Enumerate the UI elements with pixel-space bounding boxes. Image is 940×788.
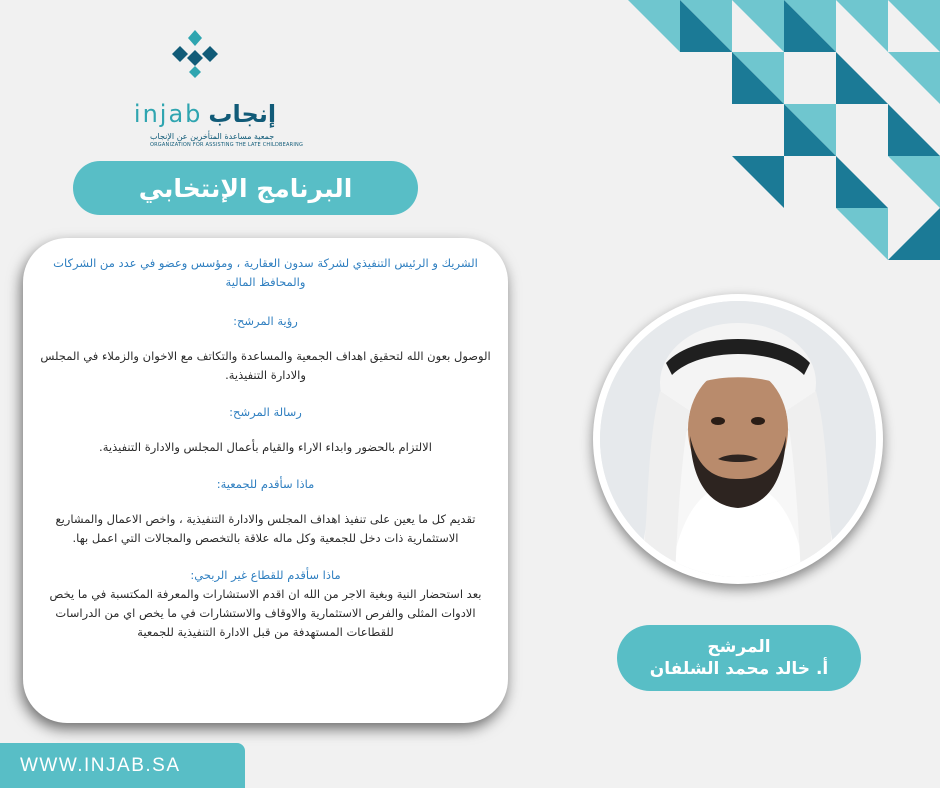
logo-latin-text: injab xyxy=(133,100,203,128)
candidate-name-banner xyxy=(617,625,861,691)
logo-arabic-text: إنجاب xyxy=(208,100,277,128)
nonprofit-text: بعد استحضار النية وبغية الاجر من الله ان اقدم الاستشارات والمعرفة المكتسبة في ما يخص الادوات المثلى والفرص الاستثمارية والاوقاف والاستشارات في ما يخص اي من الدراسات للقطاعات المستهدفة من قبل الادارة التنفيذية للجمعية xyxy=(49,587,482,639)
candidate-portrait-icon xyxy=(600,301,876,577)
logo-wordmark xyxy=(130,98,280,130)
logo-subtitle-english: ORGANIZATION FOR ASSISTING THE LATE CHILDBEARING xyxy=(150,142,304,148)
candidate-photo xyxy=(600,301,876,577)
page-title: البرنامج الإنتخابي xyxy=(138,173,353,203)
vision-text: الوصول بعون الله لتحقيق اهداف الجمعية والمساعدة والتكاتف مع الاخوان والزملاء في المجلس والادارة التنفيذية. xyxy=(40,349,491,382)
mission-heading: رسالة المرشح: xyxy=(229,405,302,419)
program-card xyxy=(23,238,508,723)
website-banner xyxy=(0,743,245,788)
offer-text: تقديم كل ما يعين على تنفيذ اهداف المجلس والادارة التنفيذية ، واخص الاعمال والمشاريع الاستثمارية ذات دخل للجمعية وكل ماله علاقة بالتخصص والمجالات التي اعمل بها. xyxy=(55,512,476,545)
injab-diamond-logo-icon xyxy=(170,28,220,78)
candidate-role: المرشح xyxy=(707,637,771,657)
candidate-photo-frame xyxy=(593,294,883,584)
candidate-intro: الشريك و الرئيس التنفيذي لشركة سدون العقارية ، ومؤسس وعضو في عدد من الشركات والمحافظ المالية xyxy=(53,256,478,289)
logo-subtitle-arabic: جمعية مساعدة المتأخرين عن الإنجاب xyxy=(150,132,275,141)
page-title-banner xyxy=(73,161,418,215)
candidate-name: أ. خالد محمد الشلفان xyxy=(649,659,829,679)
injab-logo xyxy=(95,28,304,153)
vision-heading: رؤية المرشح: xyxy=(233,314,298,328)
offer-heading: ماذا سأقدم للجمعية: xyxy=(216,477,315,491)
website-link[interactable]: WWW.INJAB.SA xyxy=(20,754,181,776)
nonprofit-heading: ماذا سأقدم للقطاع غير الربحي: xyxy=(190,568,341,582)
program-text xyxy=(37,254,494,658)
mission-text: الالتزام بالحضور وابداء الاراء والقيام بأعمال المجلس والادارة التنفيذية. xyxy=(99,440,432,454)
